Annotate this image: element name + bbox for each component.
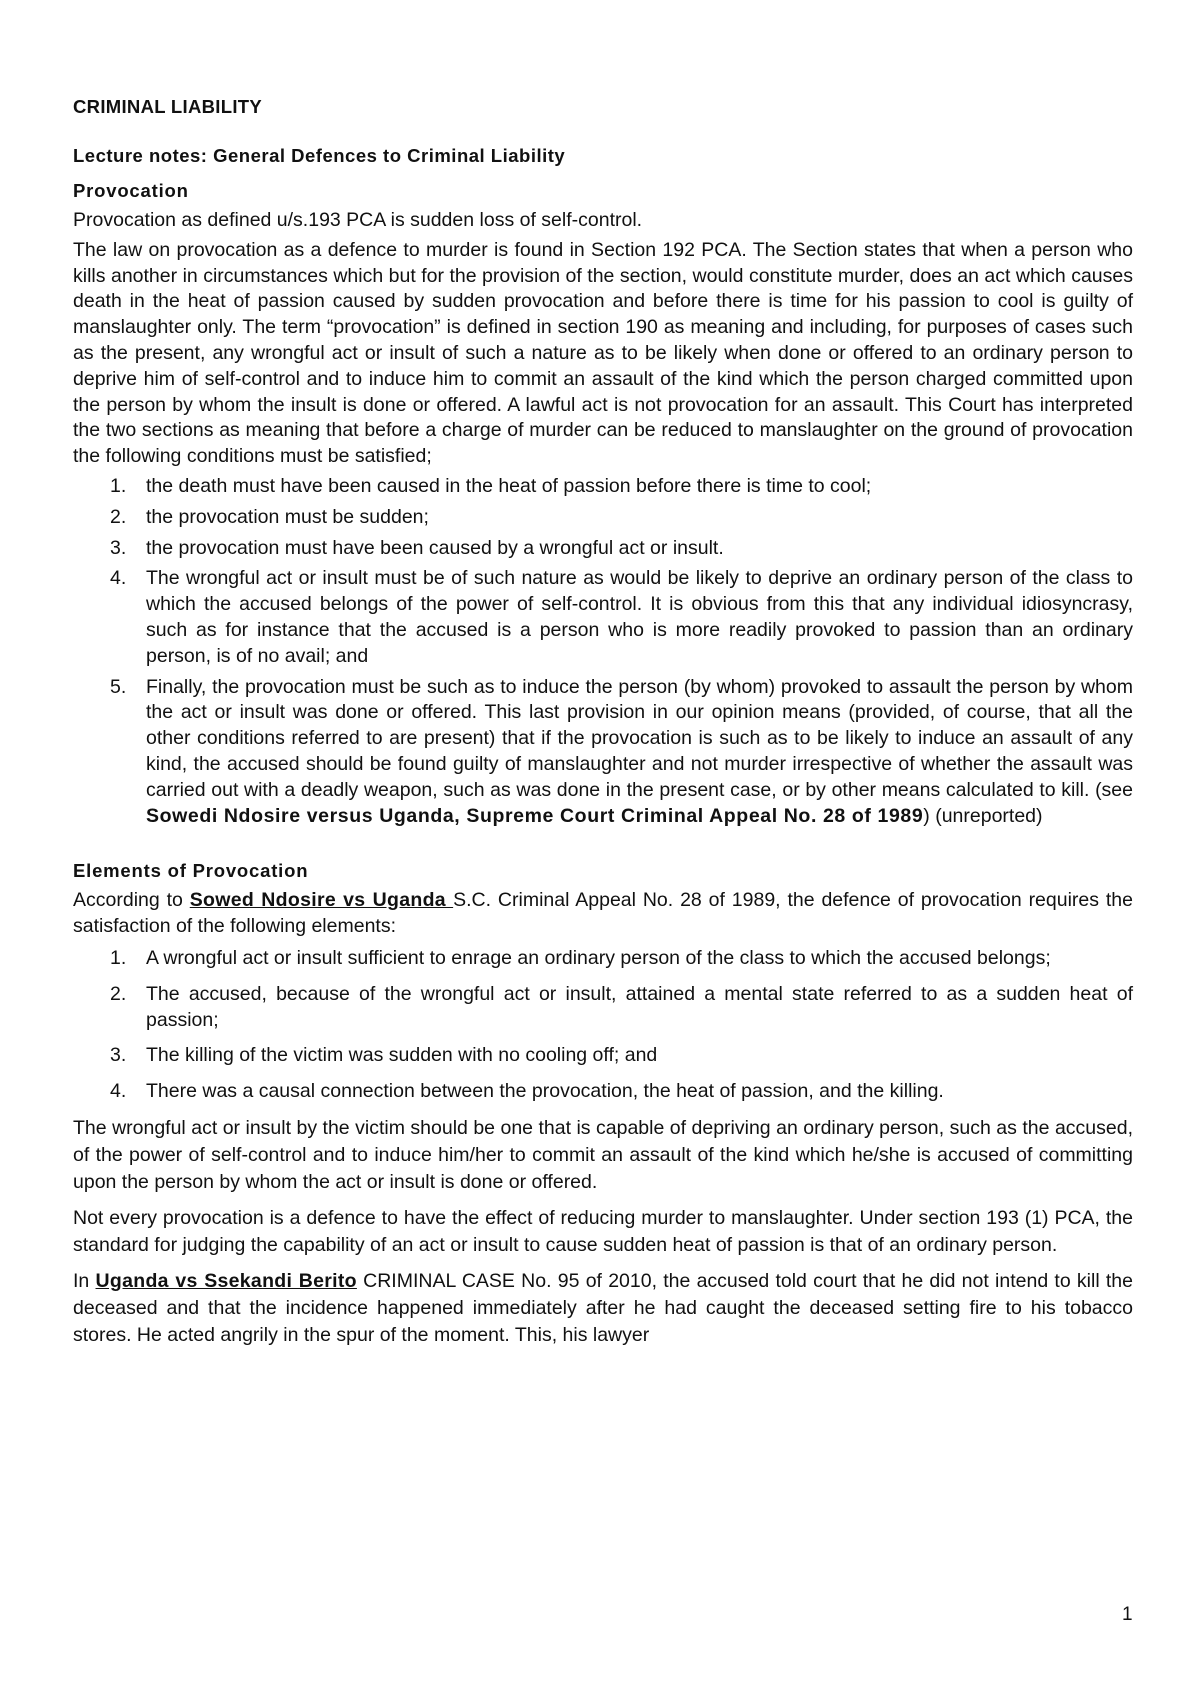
case-paragraph: In Uganda vs Ssekandi Berito CRIMINAL CASE No. 95 of 2010, the accused told court that he did not intend to kill the deceased and that the incidence happened immediately after he had caught the deceased setting fire to his tobacco stores. He acted angrily in the spur of the moment. This, his lawyer bbox=[73, 1269, 1134, 1346]
provocation-law-paragraph: The law on provocation as a defence to murder is found in Section 192 PCA. The Section states that when a person who kills another in circumstances which but for the provision of the section, would constitute murder, does an act which causes death in the heat of passion caused by sudden provocation and before there is time for his passion to cool is guilty of manslaughter only. The term “provocation” is defined in section 190 as meaning and including, for purposes of cases such as the present, any wrongful act or insult of such a nature as to be likely when done or offered to an ordinary person to deprive him of self-control and to induce him to commit an assault of the kind which the person charged committed upon the person by whom the insult is done or offered. A lawful act is not provocation for an assault. This Court has interpreted the two sections as meaning that before a charge of murder can be reduced to manslaughter on the ground of provocation the following conditions must be satisfied; bbox=[73, 238, 1133, 468]
list-number: 3. bbox=[110, 536, 127, 559]
provocation-heading: Provocation bbox=[73, 180, 189, 201]
list-item-text: the provocation must have been caused by a wrongful act or insult. bbox=[146, 536, 724, 559]
list-number: 1. bbox=[110, 474, 127, 497]
list-item-text: the death must have been caused in the heat of passion before there is time to cool; bbox=[146, 474, 872, 497]
conditions-list bbox=[73, 474, 1133, 829]
list-item-text: The accused, because of the wrongful act or insult, attained a mental state referred to as a sudden heat of passion; bbox=[146, 982, 1133, 1031]
document-page bbox=[73, 96, 1133, 1353]
list-number: 1. bbox=[110, 946, 127, 969]
wrongful-act-paragraph: The wrongful act or insult by the victim should be one that is capable of depriving an ordinary person, such as the accused, of the power of self-control and to induce him/her to commit an assault of the kind which he/she is accused of committing upon the person by whom the act or insult is done or offered. bbox=[73, 1116, 1133, 1193]
list-item bbox=[73, 566, 1133, 669]
list-number: 4. bbox=[110, 567, 127, 590]
list-item-text: The killing of the victim was sudden with no cooling off; and bbox=[146, 1044, 658, 1067]
list-item-text: A wrongful act or insult sufficient to enrage an ordinary person of the class to which the accused belongs; bbox=[146, 946, 1051, 969]
document-subtitle: Lecture notes: General Defences to Criminal Liability bbox=[73, 145, 566, 166]
list-item bbox=[73, 536, 1133, 562]
elements-intro: According to Sowed Ndosire vs Uganda S.C. Criminal Appeal No. 28 of 1989, the defence of provocation requires the satisfaction of the following elements: bbox=[73, 889, 1134, 938]
elements-heading: Elements of Provocation bbox=[73, 860, 309, 882]
list-number: 3. bbox=[110, 1044, 127, 1067]
case-link: Sowed Ndosire vs Uganda bbox=[189, 889, 454, 912]
list-item-text: There was a causal connection between the provocation, the heat of passion, and the killing. bbox=[146, 1080, 944, 1103]
case-link: Uganda vs Ssekandi Berito bbox=[95, 1269, 357, 1292]
list-number: 5. bbox=[110, 675, 127, 698]
document-title: CRIMINAL LIABILITY bbox=[73, 96, 263, 117]
list-item bbox=[73, 474, 1133, 500]
list-item-text-tail: ) (unreported) bbox=[923, 804, 1043, 827]
case-citation: Sowedi Ndosire versus Uganda, Supreme Court Criminal Appeal No. 28 of 1989 bbox=[146, 804, 924, 827]
list-item bbox=[73, 675, 1133, 830]
list-item-text: Finally, the provocation must be such as to induce the person (by whom) provoked to assault the person by whom the act or insult was done or offered. This last provision in our opinion means (provided, of course, that all the other conditions referred to are present) that if the provocation is such as to be likely to induce an assault of any kind, the accused should be found guilty of manslaughter and not murder irrespective of whether the assault was carried out with a deadly weapon, such as was done in the present case, or by other means calculated to kill. (see bbox=[146, 675, 1133, 801]
list-item-text: The wrongful act or insult must be of such nature as would be likely to deprive an ordinary person of the class to which the accused belongs of the power of self-control. It is obvious from this that any individual idiosyncrasy, such as for instance that the accused is a person who is more readily provoked to passion than an ordinary person, is of no avail; and bbox=[146, 567, 1133, 667]
list-number: 4. bbox=[110, 1080, 127, 1103]
provocation-definition: Provocation as defined u/s.193 PCA is sudden loss of self-control. bbox=[73, 209, 643, 231]
standard-paragraph: Not every provocation is a defence to have the effect of reducing murder to manslaughter. Under section 193 (1) PCA, the standard for judging the capability of an act or insult to cause sudden heat of passion is that of an ordinary person. bbox=[73, 1206, 1133, 1256]
list-item bbox=[73, 505, 1133, 531]
list-item bbox=[73, 1043, 1133, 1069]
list-item bbox=[73, 946, 1133, 972]
list-item bbox=[73, 982, 1133, 1034]
list-number: 2. bbox=[110, 505, 127, 528]
list-number: 2. bbox=[110, 982, 127, 1005]
elements-list bbox=[73, 946, 1133, 1105]
list-item bbox=[73, 1079, 1133, 1105]
list-item-text: the provocation must be sudden; bbox=[146, 505, 429, 528]
page-number: 1 bbox=[1122, 1604, 1133, 1625]
